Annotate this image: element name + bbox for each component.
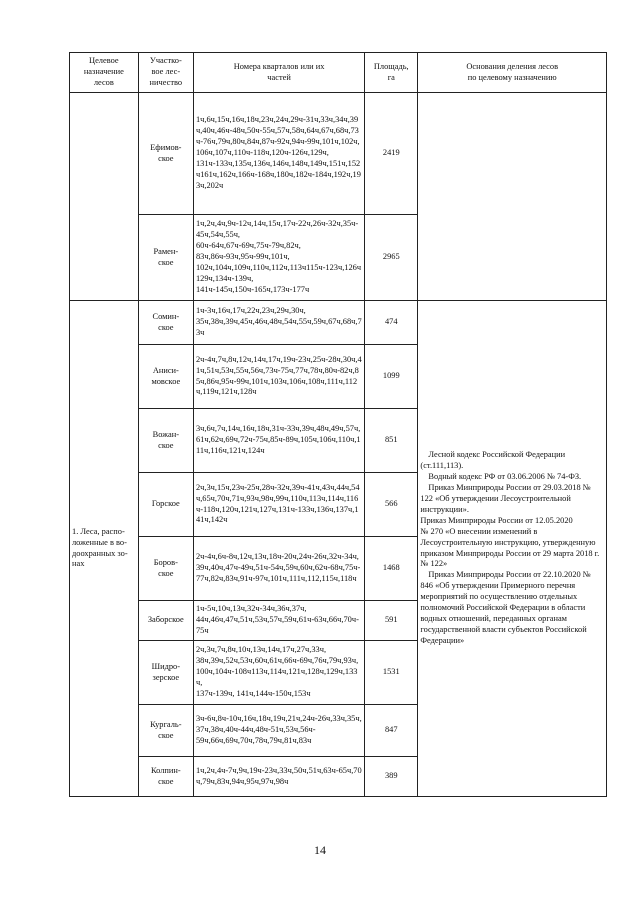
purpose-cell-empty bbox=[70, 93, 139, 301]
quarters-cell: 3ч-6ч,8ч-10ч,16ч,18ч,19ч,21ч,24ч-26ч,33ч,35ч,37ч,38ч,40ч-44ч,48ч-51ч,53ч,56ч- 59ч,66ч,69ч,70ч,78ч,79ч,81ч,83ч bbox=[193, 705, 364, 757]
area-cell: 1531 bbox=[365, 641, 418, 705]
forestry-cell: Вожан- ское bbox=[138, 409, 193, 473]
basis-order-846: Приказ Минприроды России от 22.10.2020 № 846 «Об утверждении Примерного перечня мероприятий по осуществлению отдельных полномочий Российской Федерации в области водных отношений, переданных органам государственной власти субъектов Российской Федерации» bbox=[420, 570, 591, 645]
quarters-cell: 3ч,6ч,7ч,14ч,16ч,18ч,31ч-33ч,39ч,48ч,49ч,57ч,61ч,62ч,69ч,72ч-75ч,85ч-89ч,105ч,106ч,110ч,111ч,116ч,121ч,124ч bbox=[193, 409, 364, 473]
forestry-cell: Горское bbox=[138, 473, 193, 537]
area-cell: 1468 bbox=[365, 537, 418, 601]
quarters-cell: 2ч,3ч,15ч,23ч-25ч,28ч-32ч,39ч-41ч,43ч,44ч,54ч,65ч,70ч,71ч,93ч,98ч,99ч,110ч,113ч,114ч,116ч-118ч,120ч,121ч,127ч,131ч-133ч,136ч,137ч,141ч,142ч bbox=[193, 473, 364, 537]
area-cell: 1099 bbox=[365, 345, 418, 409]
header-basis: Основания деления лесов по целевому назначению bbox=[418, 53, 607, 93]
area-cell: 389 bbox=[365, 757, 418, 797]
forestry-cell: Сомин- ское bbox=[138, 301, 193, 345]
quarters-cell: 1ч-5ч,10ч,13ч,32ч-34ч,36ч,37ч, 44ч,46ч,47ч,51ч,53ч,57ч,59ч,61ч-63ч,66ч,70ч-75ч bbox=[193, 601, 364, 641]
forestry-cell: Кургаль- ское bbox=[138, 705, 193, 757]
area-cell: 474 bbox=[365, 301, 418, 345]
basis-cell bbox=[418, 301, 607, 797]
area-cell: 591 bbox=[365, 601, 418, 641]
quarters-cell: 1ч,6ч,15ч,16ч,18ч,23ч,24ч,29ч-31ч,33ч,34ч,39ч,40ч,46ч-48ч,50ч-55ч,57ч,58ч,64ч,67ч,68ч,73ч-76ч,79ч,80ч,84ч,87ч-92ч,94ч-99ч,101ч,102ч,106ч,107ч,110ч-118ч,120ч-126ч,129ч, 131ч-133ч,135ч,136ч,146ч,148ч,149ч,151ч,152ч161ч,162ч,166ч-168ч,180ч,182ч-184ч,192ч,193ч,202ч bbox=[193, 93, 364, 215]
forestry-cell: Шидро- зерское bbox=[138, 641, 193, 705]
quarters-cell: 2ч-4ч,6ч-8ч,12ч,13ч,18ч-20ч,24ч-26ч,32ч-34ч,39ч,40ч,47ч-49ч,51ч-54ч,59ч,60ч,62ч-68ч,75ч-77ч,82ч,83ч,91ч-97ч,101ч,111ч,112,115ч,118ч bbox=[193, 537, 364, 601]
area-cell: 566 bbox=[365, 473, 418, 537]
table-row bbox=[70, 93, 607, 215]
quarters-cell: 2ч-4ч,7ч,8ч,12ч,14ч,17ч,19ч-23ч,25ч-28ч,30ч,41ч,51ч,53ч,55ч,56ч,73ч-75ч,77ч,78ч,80ч-82ч,85ч,86ч,95ч-99ч,101ч,103ч,106ч,108ч,111ч,112ч,119ч,121ч,128ч bbox=[193, 345, 364, 409]
quarters-cell: 1ч,2ч,4ч,9ч-12ч,14ч,15ч,17ч-22ч,26ч-32ч,35ч-45ч,54ч,55ч, 60ч-64ч,67ч-69ч,75ч-79ч,82ч, 83ч,86ч-93ч,95ч-99ч,101ч, 102ч,104ч,109ч,110ч,112ч,113ч115ч-123ч,126ч129ч,134ч-139ч, 141ч-145ч,150ч-165ч,173ч-177ч bbox=[193, 215, 364, 301]
table-header-row bbox=[70, 53, 607, 93]
basis-water-code: Водный кодекс РФ от 03.06.2006 № 74-ФЗ. bbox=[428, 472, 582, 482]
basis-cell-empty bbox=[418, 93, 607, 301]
area-cell: 847 bbox=[365, 705, 418, 757]
forest-division-table bbox=[69, 52, 607, 797]
forestry-cell: Колпин- ское bbox=[138, 757, 193, 797]
quarters-cell: 2ч,3ч,7ч,8ч,10ч,13ч,14ч,17ч,27ч,33ч, 38ч,39ч,52ч,53ч,60ч,61ч,66ч-69ч,76ч,79ч,93ч,100ч,104ч-108ч113ч,114ч,121ч,128ч,129ч,133ч, 137ч-139ч, 141ч,144ч-150ч,153ч bbox=[193, 641, 364, 705]
basis-forest-code: Лесной кодекс Российской Федерации (ст.111,113). bbox=[420, 450, 566, 471]
forestry-cell: Боров- ское bbox=[138, 537, 193, 601]
header-quarters: Номера кварталов или их частей bbox=[193, 53, 364, 93]
quarters-cell: 1ч-3ч,16ч,17ч,22ч,23ч,29ч,30ч, 35ч,38ч,39ч,45ч,46ч,48ч,54ч,55ч,59ч,67ч,68ч,73ч bbox=[193, 301, 364, 345]
area-cell: 851 bbox=[365, 409, 418, 473]
area-cell: 2419 bbox=[365, 93, 418, 215]
forestry-cell: Ефимов- ское bbox=[138, 93, 193, 215]
quarters-cell: 1ч,2ч,4ч-7ч,9ч,19ч-23ч,33ч,50ч,51ч,63ч-65ч,70ч,79ч,83ч,94ч,95ч,97ч,98ч bbox=[193, 757, 364, 797]
header-purpose: Целевое назначение лесов bbox=[70, 53, 139, 93]
header-forestry: Участко- вое лес- ничество bbox=[138, 53, 193, 93]
forestry-cell: Рамен- ское bbox=[138, 215, 193, 301]
header-area: Площадь, га bbox=[365, 53, 418, 93]
table-row bbox=[70, 301, 607, 345]
forestry-cell: Аниси- мовское bbox=[138, 345, 193, 409]
forestry-cell: Заборское bbox=[138, 601, 193, 641]
area-cell: 2965 bbox=[365, 215, 418, 301]
purpose-cell: 1. Леса, распо- ложенные в во- доохранных зо- нах bbox=[70, 301, 139, 797]
page-number: 14 bbox=[314, 843, 326, 857]
basis-order-122: Приказ Минприроды России от 29.03.2018 № 122 «Об утверждении Лесоустроительной инструкции». Приказ Минприроды России от 12.05.2020 № 270 «О внесении изменений в Лесоустроительную инструкцию, утвержденную приказом Минприроды России от 29 марта 2018 г. № 122» bbox=[420, 483, 600, 569]
